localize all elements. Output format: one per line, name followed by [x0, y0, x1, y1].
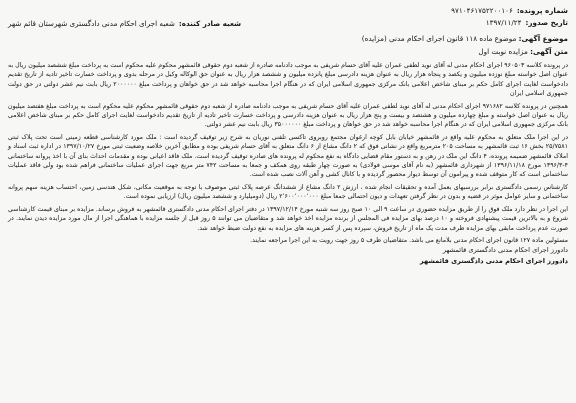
- paragraph-4: کارشناس رسمی دادگستری برابر بررسیهای بعمل آمده و تحقیقات انجام شده ، ارزش ۲ دانگ مشاع از ششدانگ عرصه پلاک ثبتی موصوف با توجه به موقعیت مکانی، شکل هندسی زمین، احتساب هزینه سهم پروانه ساختمانی و سایر عوامل موثر در قضیه و بدون در نظر گرفتن تعهدات و دیون احتمالی جمعا مبلغ ۲٬۶۰۰٬۰۰۰٬۰۰۰ ریال (دومیلیارد و ششصد میلیون ریال) ارزیابی نموده است.: [8, 183, 568, 201]
- issue-date-label: تاریخ صدور:: [525, 18, 568, 27]
- issue-date-row: [451, 18, 568, 27]
- issue-date-value: ۱۳۹۷/۱۱/۲۴: [485, 18, 522, 27]
- paragraph-6: مسئولین ماده ۱۲۷ قانون اجرای احکام مدنی بلامانع می باشد. متقاضیان ظرف ۵ روز جهت رویت به این اجرا مراجعه نمایند.: [250, 236, 568, 244]
- notice-header: [8, 6, 568, 28]
- header-right: [451, 6, 568, 27]
- issuer-row: [8, 19, 241, 28]
- case-number-label: شماره پرونده:: [516, 6, 568, 15]
- title-label: متن آگهی:: [530, 47, 568, 56]
- paragraph-5: این اجرا در نظر دارد ملک فوق را از طریق مزایده حضوری در ساعت ۹ الی ۱۰ صبح روز سه شنبه مورخ ۱۳۹۷/۱۲/۱۴ در دفتر اجرای احکام مدنی دادگستری قائمشهر به فروش برساند. مزایده بر مبنای قیمت کارشناسی شروع و به بالاترین قیمت پیشنهادی فروخته و ۱۰ درصد بهای مزایده فی المجلس از برنده مزایده اخذ خواهد شد و متقاضیان می توانند ۵ روز قبل از جلسه مزایده با هماهنگی اجرا از مال مورد مزایده دیدن نمایند. در صورت عدم پرداخت مابقی بهای مزایده ظرف مدت یک ماه از تاریخ فروش، سپرده پس از کسر هزینه های مزایده به نفع دولت ضبط خواهد شد.: [8, 205, 568, 232]
- paragraph-1: در پرونده کلاسه ۹۶۰۵۰۳ اجرای احکام مدنی له آقای نوید لطفی عمران علیه آقای حسام شریفی به موجب دادنامه صادره از شعبه دوم حقوقی قائمشهر محکوم علیه محکوم است به پرداخت مبلغ ششصد میلیون ریال به عنوان اصل خواسته مبلغ نوزده میلیون و یکصد و پنجاه هزار ریال به عنوان هزینه دادرسی مبلغ پانزده میلیون و ششصد هزار ریال به عنوان حق الوکاله وکیل در مرحله بدوی و پرداخت خسارت تاخیر تادیه از تاریخ تقدیم دادخواست لغایت اجرای کامل حکم بر مبنای شاخص اعلامی بانک مرکزی جمهوری اسلامی ایران که در هنگام اجرا محاسبه خواهد شد در حق خواهان و پرداخت مبلغ ۲۰۰۰۰۰۰ ریال بابت نیم عشر دولتی در حق دولت جمهوری اسلامی ایران: [8, 62, 568, 98]
- paragraph-3: در این اجرا ملک متعلق به محکوم علیه واقع در قائمشهر خیابان بابل کوچه ارغوان مجتمع روبروی تاکسی تلفنی نوریان به شرح زیر توقیف گردیده است : ملک مورد کارشناسی قطعه زمینی است تحت پلاک ثبتی ۲۵/۷۵۸۱ بخش ۱۶ ثبت قائمشهر به مساحت ۲۰۵ مترمربع واقع در نشانی فوق که ۲ دانگ مشاع از ۶ دانگ متعلق به آقای حسام شریفی بوده و مطابق آخرین خلاصه وضعیت ثبتی مورخ ۱۳۹۷/۱۰/۲۷ در اداره ثبت اسناد و املاک قائمشهر ضمیمه پرونده، ۴ دانگ این ملک در رهن و به دستور مقام قضایی دادگاه به نفع محکوم له پرونده های صادره توقیف گردیده است. ملک فاقد اعیانی بوده و مقدمات احداث بنای آن با اخذ پروانه ساختمانی ۴-۱۳۹۶/۳ مورخ ۱۳۹۶/۱۱/۱۸ از شهرداری قائمشهر (به نام آقای موسی فولادی) به صورت چهار طبقه روی همکف و جمعا به مساحت ۷۴۲ متر مربع جهت اجرای عملیات ساختمانی فراهم شده بود ولی فاقد عملیات ساختمانی است که کار متوقف شده و پیرامون آن توسط دیوار محصور گردیده و با کانال کشی و آهن آلات نصب شده است.: [8, 133, 568, 179]
- title-text: مزایده نوبت اول: [478, 47, 528, 56]
- case-number-row: [451, 6, 568, 15]
- signature-line: دادورز اجرای احکام مدنی دادگستری قائمشهر: [442, 246, 568, 255]
- case-number-value: ۹۷۱۰۴۶۱۷۵۲۲۰۰۱۰۶: [451, 6, 513, 15]
- notice-title: [8, 47, 568, 56]
- subject-label: موضوع آگهی:: [518, 34, 568, 43]
- issuer-label: شعبه صادر کننده:: [178, 19, 242, 28]
- notice-subject: [8, 34, 568, 43]
- header-left: [8, 6, 241, 28]
- issuer-value: شعبه اجرای احکام مدنی دادگستری شهرستان قائم شهر: [8, 19, 175, 28]
- paragraph-2: همچنین در پرونده کلاسه ۹۷۱۶۸۲ اجرای احکام مدنی له آقای نوید لطفی عمران علیه آقای حسام شریفی به موجب دادنامه صادره از شعبه دوم حقوقی قائمشهر محکوم علیه محکوم است به پرداخت مبلغ هفتصد میلیون ریال به عنوان اصل خواسته و مبلغ چهارده میلیون و هشتصد و بیست و پنج هزار ریال به عنوان هزینه دادرسی و پرداخت خسارت تاخیر تادیه از تاریخ تقدیم دادخواست لغایت اجرای کامل حکم بر مبنای شاخص اعلامی بانک مرکزی جمهوری اسلامی ایران که در هنگام اجرا محاسبه خواهد شد در حق خواهان و پرداخت مبلغ ۳۵۰۰۰۰۰۰ ریال بابت نیم عشر دولتی.: [8, 102, 568, 129]
- signature-title: دادورز اجرای احکام مدنی دادگستری قائمشهر: [419, 257, 568, 266]
- subject-text: موضوع ماده ۱۱۸ قانون اجرای احکام مدنی (مزایده): [361, 34, 517, 43]
